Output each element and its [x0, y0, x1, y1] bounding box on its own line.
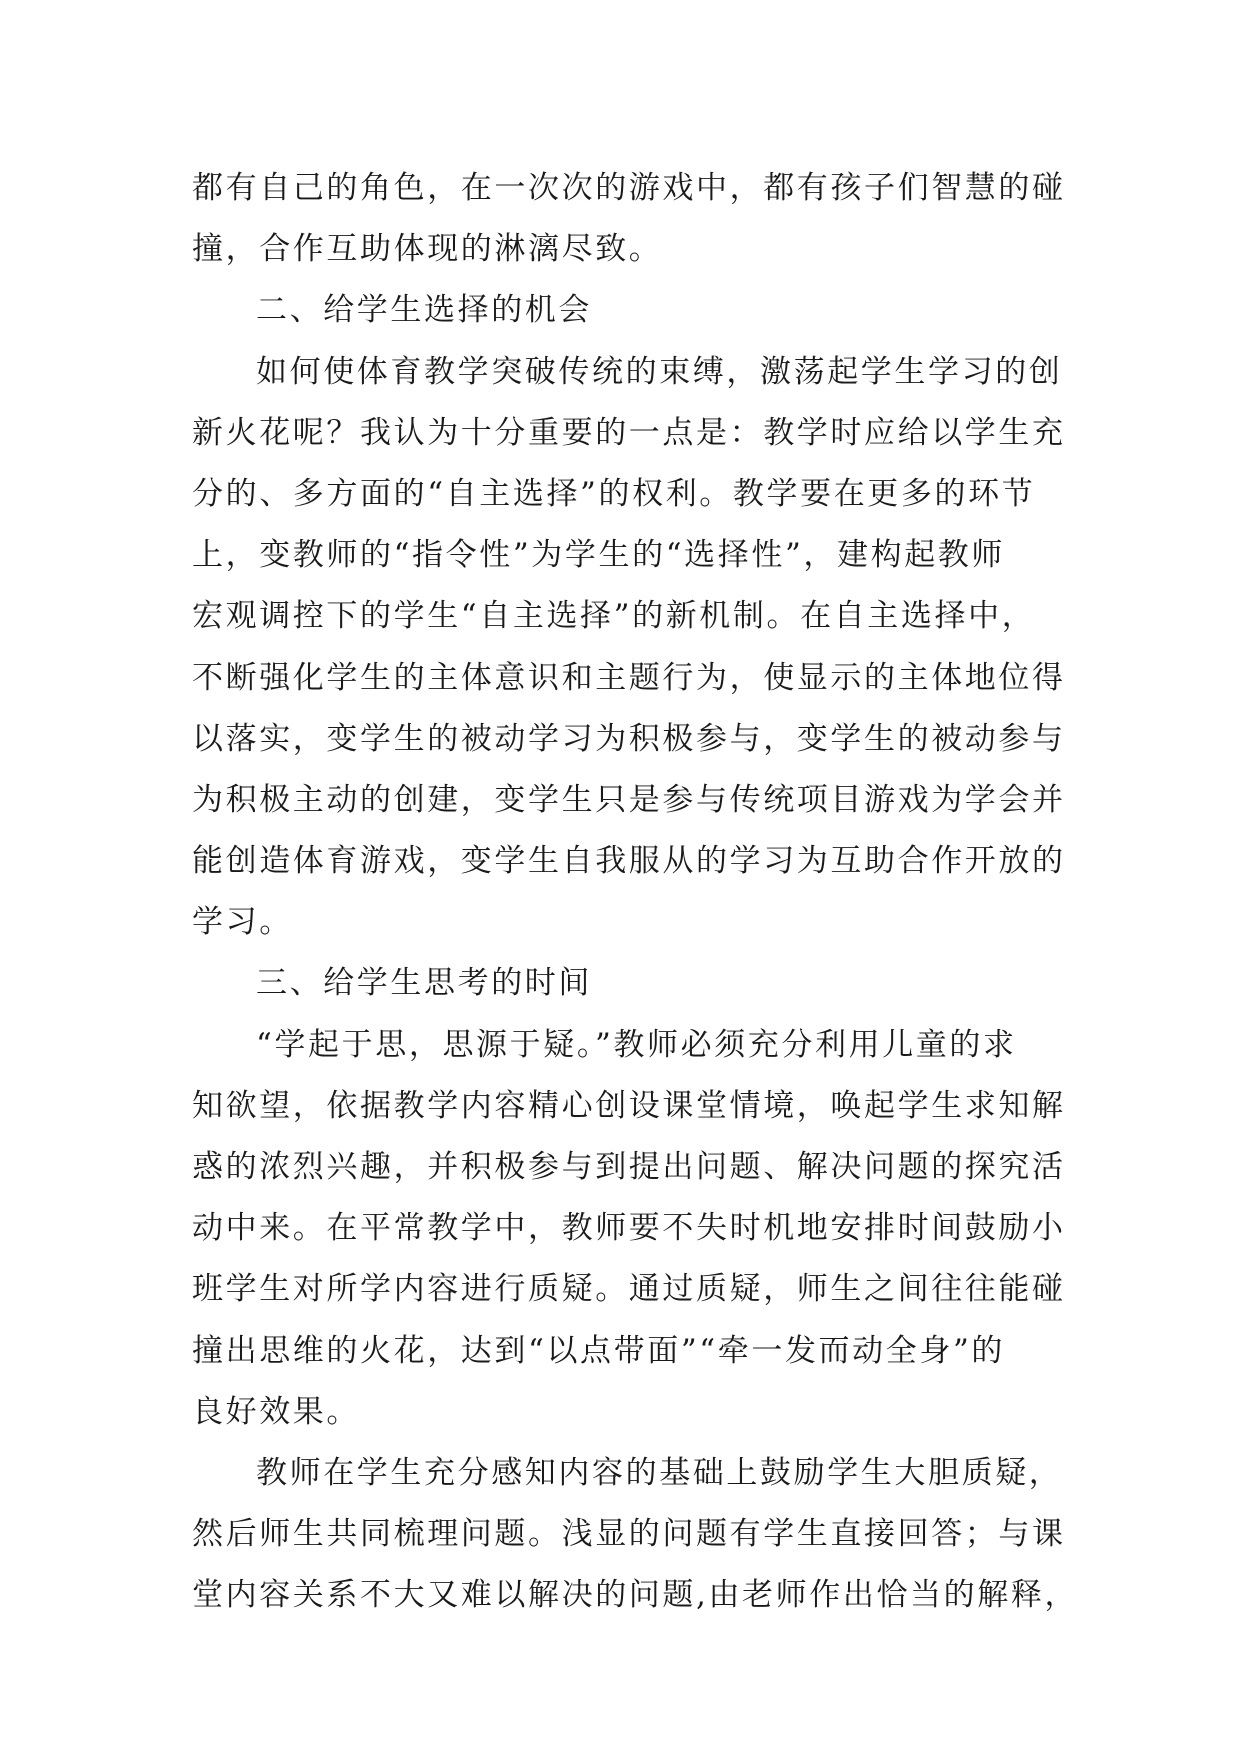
- text-line: 知欲望，依据教学内容精心创设课堂情境，唤起学生求知解: [192, 1087, 1066, 1124]
- text-line: 如何使体育教学突破传统的束缚，激荡起学生学习的创: [256, 353, 1063, 390]
- text-line: 教师在学生充分感知内容的基础上鼓励学生大胆质疑，: [256, 1454, 1063, 1491]
- text-line: 良好效果。: [192, 1393, 360, 1430]
- text-line: 为积极主动的创建，变学生只是参与传统项目游戏为学会并: [192, 781, 1066, 818]
- text-line: 堂内容关系不大又难以解决的问题,由老师作出恰当的解释，: [192, 1577, 1079, 1614]
- text-line: 宏观调控下的学生“自主选择”的新机制。在自主选择中，: [192, 598, 1036, 635]
- section-heading: 三、给学生思考的时间: [256, 965, 592, 1002]
- text-line: 撞出思维的火花，达到“以点带面”“牵一发而动全身”的: [192, 1332, 1005, 1369]
- section-heading: 二、给学生选择的机会: [256, 292, 592, 329]
- text-line: 不断强化学生的主体意识和主题行为，使显示的主体地位得: [192, 659, 1066, 696]
- text-line: 都有自己的角色，在一次次的游戏中，都有孩子们智慧的碰: [192, 170, 1066, 206]
- text-line: 以落实，变学生的被动学习为积极参与，变学生的被动参与: [192, 720, 1066, 757]
- text-line: 然后师生共同梳理问题。浅显的问题有学生直接回答；与课: [192, 1516, 1066, 1553]
- text-line: 班学生对所学内容进行质疑。通过质疑，师生之间往往能碰: [192, 1271, 1066, 1308]
- text-line: 新火花呢？我认为十分重要的一点是：教学时应给以学生充: [192, 414, 1066, 451]
- document-body: [192, 158, 1079, 1627]
- text-line: “学起于思，思源于疑。”教师必须充分利用儿童的求: [256, 1026, 1017, 1063]
- text-line: 动中来。在平常教学中，教师要不失时机地安排时间鼓励小: [192, 1210, 1066, 1247]
- text-line: 撞，合作互助体现的淋漓尽致。: [192, 231, 663, 268]
- text-line: 能创造体育游戏，变学生自我服从的学习为互助合作开放的: [192, 843, 1066, 880]
- text-line: 学习。: [192, 904, 293, 941]
- text-line: 惑的浓烈兴趣，并积极参与到提出问题、解决问题的探究活: [192, 1149, 1066, 1185]
- text-line: 上，变教师的“指令性”为学生的“选择性”，建构起教师: [192, 537, 1005, 574]
- text-line: 分的、多方面的“自主选择”的权利。教学要在更多的环节: [192, 475, 1036, 512]
